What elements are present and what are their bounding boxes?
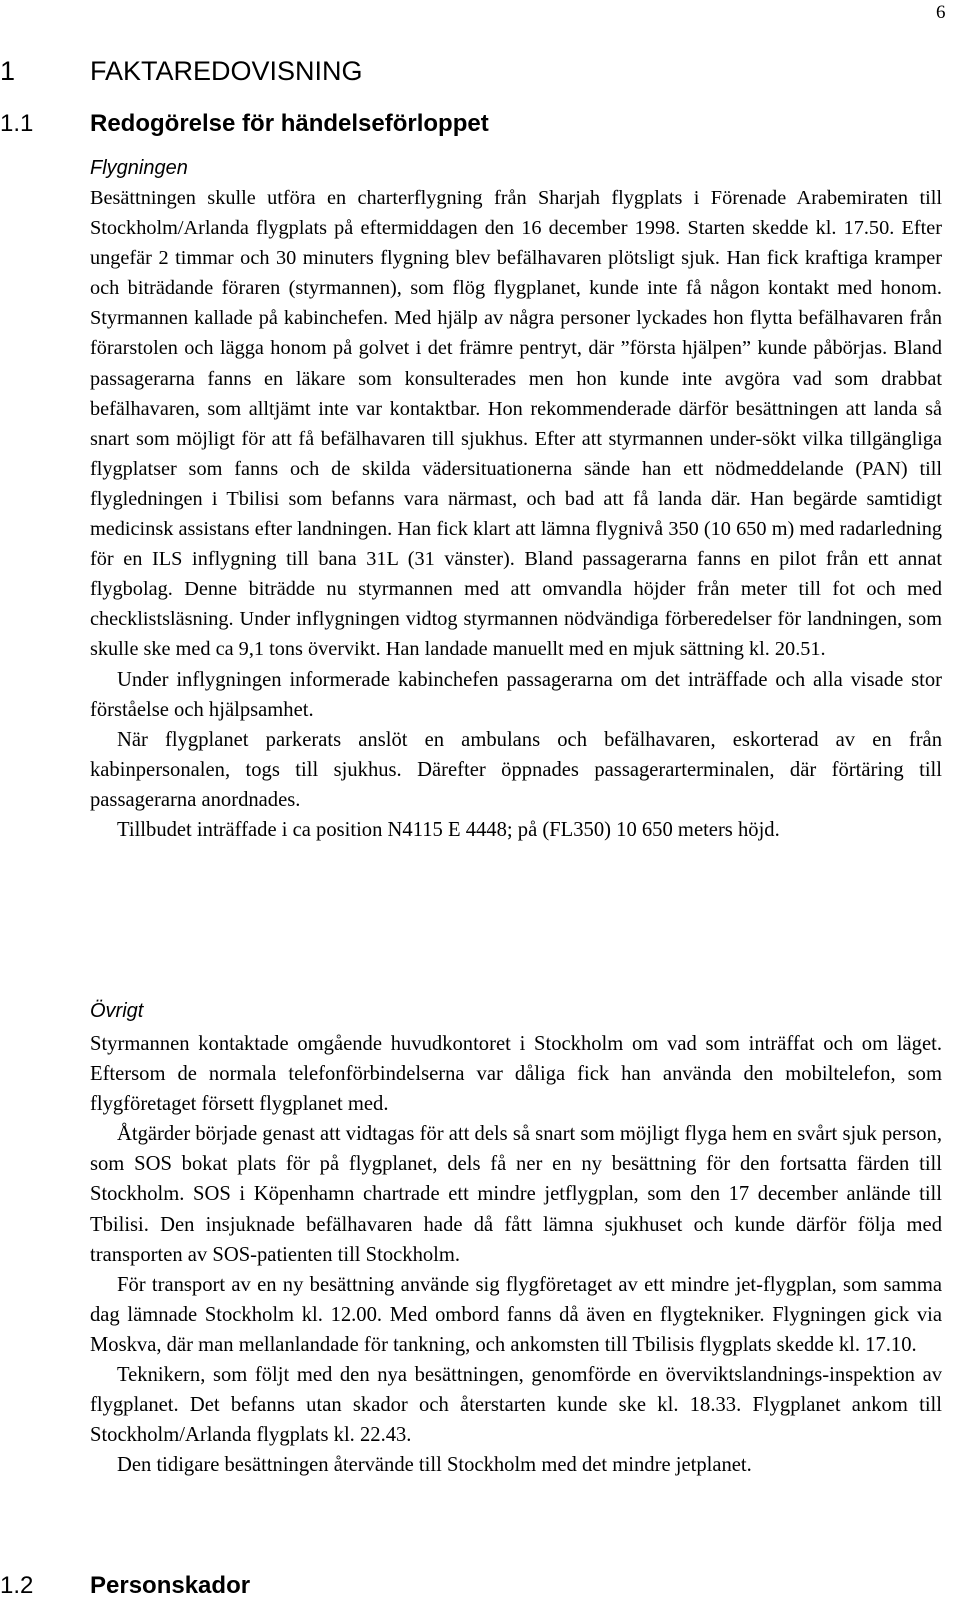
page-number: 6 — [936, 2, 946, 23]
subheading-flygningen: Flygningen — [90, 157, 188, 179]
paragraph: Åtgärder började genast att vidtagas för att dels så snart som möjligt flyga hem en svårt sjuk person, som SOS bokat plats för på flygplanet, dels få ner en ny besättning för den fortsatta färden till Stockholm. SOS i Köpenhamn chartrade ett mindre jetflygplan, som den 17 december anlände till Tbilisi. Den insjuknade befälhavaren hade då fått lämna sjukhuset och kunde därför följa med transporten av SOS-patienten till Stockholm. — [90, 1123, 942, 1266]
heading-title: Redogörelse för händelseförloppet — [90, 110, 489, 137]
heading-title: Personskador — [90, 1572, 251, 1599]
heading-personskador — [0, 1572, 250, 1600]
heading-faktaredovisning — [0, 56, 363, 87]
paragraph: När flygplanet parkerats anslöt en ambulans och befälhavaren, eskorterad av en från kabinpersonalen, togs till sjukhus. Därefter öppnades passagerarterminalen, där förtäring till passagerarna anordnades. — [90, 728, 942, 811]
paragraph: Den tidigare besättningen återvände till Stockholm med det mindre jetplanet. — [117, 1454, 752, 1477]
subheading-ovrigt: Övrigt — [90, 1000, 144, 1022]
section-ovrigt — [90, 1029, 942, 1480]
paragraph: Tillbudet inträffade i ca position N4115 E 4448; på (FL350) 10 650 meters höjd. — [117, 818, 780, 841]
heading-title: FAKTAREDOVISNING — [90, 56, 363, 86]
paragraph: För transport av en ny besättning använde sig flygföretaget av ett mindre jet-flygplan, som samma dag lämnade Stockholm kl. 12.00. Med ombord fanns då även en flygtekniker. Flygningen gick via Moskva, där man mellanlandade för tankning, och ankomsten till Tbilisis flygplats skedde kl. 17.10. — [90, 1273, 942, 1356]
paragraph: Under inflygningen informerade kabinchefen passagerarna om det inträffade och alla visade stor förståelse och hjälpsamhet. — [90, 668, 942, 721]
heading-redogorelse — [0, 110, 489, 138]
paragraph: Besättningen skulle utföra en charterflygning från Sharjah flygplats i Förenade Arabemiraten till Stockholm/Arlanda flygplats på eftermiddagen den 16 december 1998. Starten skedde kl. 17.50. Efter ungefär 2 timmar och 30 minuters flygning blev befälhavaren plötsligt sjuk. Han fick kraftiga kramper och biträdande föraren (styrmannen), som flög flygplanet, kunde inte få någon kontakt med honom. Styrmannen kallade på kabinchefen. Med hjälp av några personer lyckades hon flytta befälhavaren från förarstolen och lägga honom på golvet i det främre pentryt, där ”första hjälpen” kunde påbörjas. Bland passagerarna fanns en läkare som konsulterades men hon kunde inte avgöra vad som drabbat befälhavaren, som alltjämt inte var kontaktbar. Hon rekommenderade därför besättningen att landa så snart som möjligt för att få befälhavaren till sjukhus. Efter att styrmannen under-sökt vilka tillgängliga flygplatser som fanns och de skilda vädersituationerna sände han ett nödmeddelande (PAN) till flygledningen i Tbilisi som befanns vara närmast, och bad att få landa där. Han begärde samtidigt medicinsk assistans efter landningen. Han fick klart att lämna flygnivå 350 (10 650 m) med radarledning för en ILS inflygning till bana 31L (31 vänster). Bland passagerarna fanns en pilot från ett annat flygbolag. Denne biträdde nu styrmannen med att omvandla höjder från meter till fot och med checklistsläsning. Under inflygningen vidtog styrmannen nödvändiga förberedelser för landningen, som skulle ske med ca 9,1 tons övervikt. Han landade manuellt med en mjuk sättning kl. 20.51. — [90, 187, 942, 661]
heading-number: 1.2 — [0, 1572, 34, 1599]
section-flygningen — [90, 183, 942, 845]
paragraph: Styrmannen kontaktade omgående huvudkontoret i Stockholm om vad som inträffat och om läget. Eftersom de normala telefonförbindelserna var dåliga fick han använda den mobiltelefon, som flygföretaget försett flygplanet med. — [90, 1033, 942, 1116]
heading-number: 1 — [0, 56, 16, 86]
heading-number: 1.1 — [0, 110, 34, 137]
paragraph: Teknikern, som följt med den nya besättningen, genomförde en överviktslandnings-inspektion av flygplanet. Det befanns utan skador och återstarten kunde ske kl. 18.33. Flygplanet ankom till Stockholm/Arlanda flygplats kl. 22.43. — [90, 1364, 942, 1447]
